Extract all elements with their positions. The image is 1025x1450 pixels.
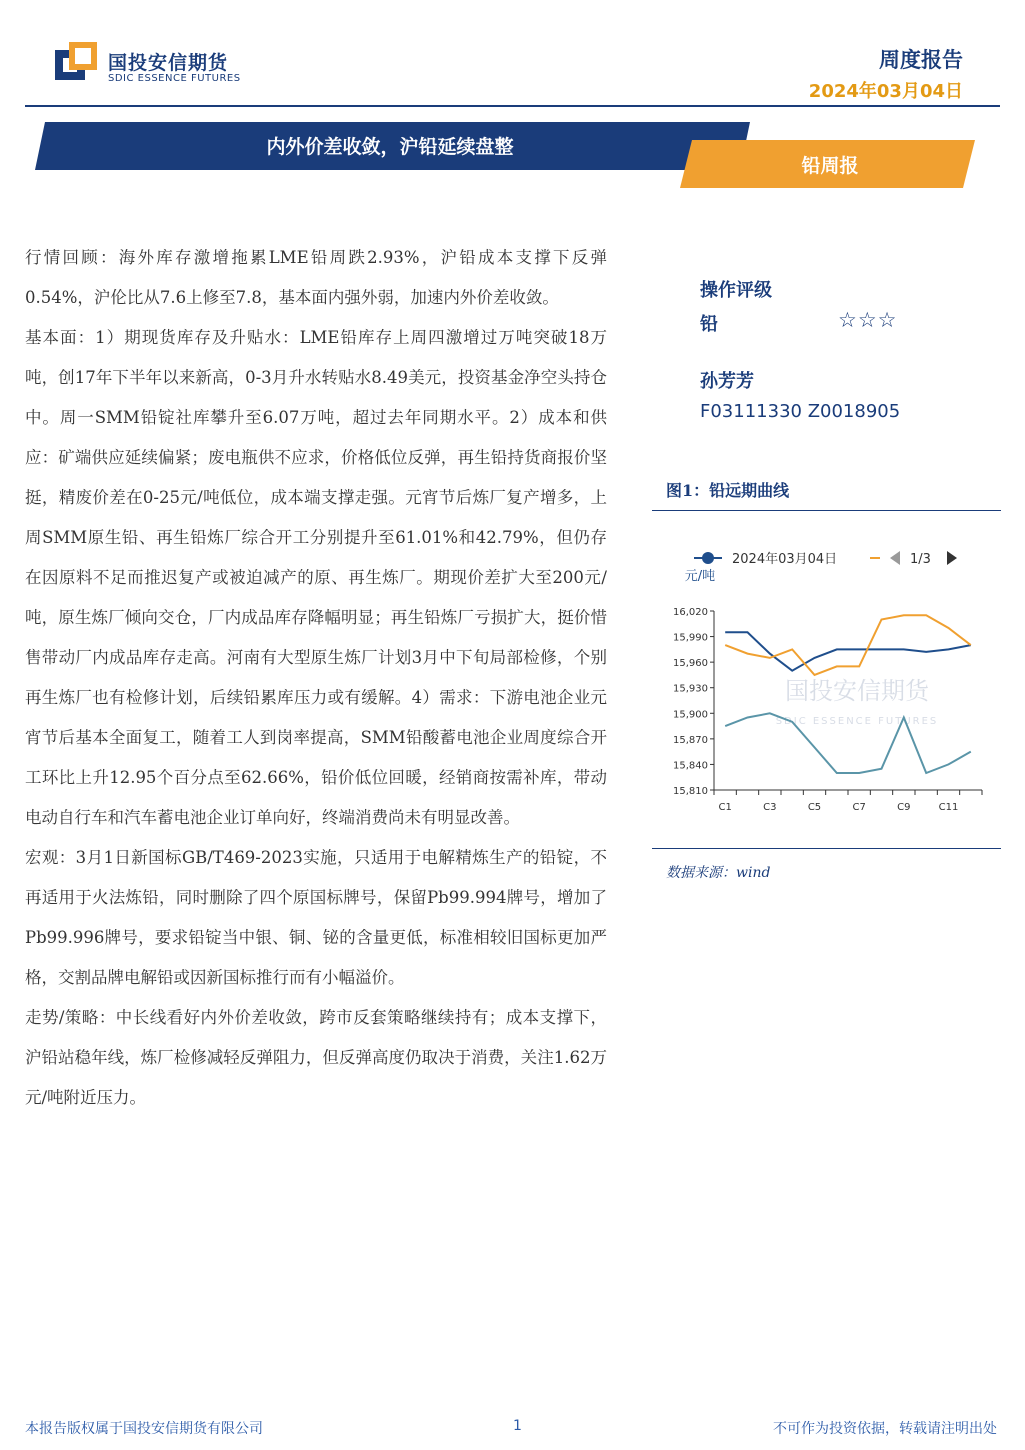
legend-pager: 1/3 <box>910 552 931 567</box>
chart-watermark: 国投安信期货 <box>785 677 929 705</box>
legend-prev-icon[interactable] <box>890 551 900 565</box>
footer-disclaimer: 不可作为投资依据，转载请注明出处 <box>773 1421 997 1437</box>
x-tick-label: C5 <box>807 802 822 813</box>
y-tick-label: 15,930 <box>673 683 708 695</box>
y-tick-label: 15,960 <box>673 658 708 670</box>
report-tag: 铅周报 <box>801 155 859 177</box>
paragraph-fundamentals: 基本面：1）期现货库存及升贴水：LME铅库存上周四激增过万吨突破18万吨，创17年下半年以来新高，0-3月升水转贴水8.49美元，投资基金净空头持仓中。周一SMM铅锭社库攀升至6.07万吨，超过去年同期水平。2）成本和供应：矿端供应延续偏紧；废电瓶供不应求，价格低位反弹，再生铅持货商报价坚挺，精废价差在0-25元/吨低位，成本端支撑走强。元宵节后炼厂复产增多，上周SMM原生铅、再生铅炼厂综合开工分别提升至61.01%和42.79%，但仍存在因原料不足而推迟复产或被迫减产的原、再生炼厂。期现价差扩大至200元/吨，原生炼厂倾向交仓，厂内成品库存降幅明显；再生铅炼厂亏损扩大，挺价惜售带动厂内成品库存走高。河南有大型原生炼厂计划3月中下旬局部检修，个别再生炼厂也有检修计划，后续铅累库压力或有缓解。4）需求：下游电池企业元宵节后基本全面复工，随着工人到岗率提高，SMM铅酸蓄电池企业周度综合开工环比上升12.95个百分点至62.66%，铅价低位回暖，经销商按需补库，带动电动自行车和汽车蓄电池企业订单向好，终端消费尚未有明显改善。 <box>25 328 607 827</box>
y-tick-label: 16,020 <box>673 607 708 618</box>
x-tick-label: C3 <box>763 802 777 813</box>
footer-page-number: 1 <box>513 1418 522 1434</box>
figure-title: 图1：铅远期曲线 <box>666 481 790 500</box>
paragraph-strategy: 走势/策略：中长线看好内外价差收敛，跨市反套策略继续持有；成本支撑下，沪铅站稳年线，炼厂检修减轻反弹阻力，但反弹高度仍取决于消费，关注1.62万元/吨附近压力。 <box>25 1008 607 1107</box>
rating-heading: 操作评级 <box>700 280 772 301</box>
y-tick-label: 15,840 <box>673 760 708 772</box>
legend-label: 2024年03月04日 <box>732 552 838 567</box>
analyst-name: 孙芳芳 <box>700 371 754 392</box>
figure-rule-bottom <box>652 848 1001 849</box>
series-line-navy <box>725 632 971 670</box>
y-tick-label: 15,990 <box>673 632 708 644</box>
report-body <box>25 238 607 1118</box>
y-axis-unit: 元/吨 <box>684 569 716 584</box>
x-tick-label: C1 <box>718 802 732 813</box>
header-divider <box>25 105 1000 107</box>
x-tick-label: C11 <box>938 802 959 813</box>
y-tick-label: 15,810 <box>673 786 708 797</box>
report-title: 内外价差收敛，沪铅延续盘整 <box>266 136 514 158</box>
paragraph-macro: 宏观：3月1日新国标GB/T469-2023实施，只适用于电解精炼生产的铅锭，不再适用于火法炼铅，同时删除了四个原国标牌号，保留Pb99.994牌号，增加了Pb99.996牌号，要求铅锭当中银、铜、铋的含量更低，标准相较旧国标更加严格，交割品牌电解铅或因新国标推行而有小幅溢价。 <box>25 848 607 987</box>
x-tick-label: C7 <box>852 802 866 813</box>
rating-commodity: 铅 <box>700 314 718 335</box>
y-tick-label: 15,870 <box>673 734 708 746</box>
rating-stars: ☆☆☆ <box>838 308 898 332</box>
logo-text-en: SDIC ESSENCE FUTURES <box>108 73 241 84</box>
data-source: 数据来源：wind <box>666 865 771 881</box>
paragraph-review: 行情回顾：海外库存激增拖累LME铅周跌2.93%，沪铅成本支撑下反弹0.54%，沪伦比从7.6上修至7.8，基本面内强外弱，加速内外价差收敛。 <box>25 248 607 307</box>
forward-curve-chart <box>652 520 1001 846</box>
legend-marker-navy <box>702 552 714 564</box>
y-tick-label: 15,900 <box>673 709 708 721</box>
legend-next-icon[interactable] <box>947 551 957 565</box>
report-date: 2024年03月04日 <box>808 81 963 102</box>
chart-watermark-en: SDIC ESSENCE FUTURES <box>775 716 939 727</box>
logo-text-cn: 国投安信期货 <box>108 52 229 74</box>
report-type: 周度报告 <box>879 48 963 72</box>
x-tick-label: C9 <box>897 802 911 813</box>
logo-icon <box>55 42 99 82</box>
footer-copyright: 本报告版权属于国投安信期货有限公司 <box>25 1421 263 1437</box>
analyst-ids: F03111330 Z0018905 <box>700 401 901 422</box>
figure-rule-top <box>652 510 1001 511</box>
